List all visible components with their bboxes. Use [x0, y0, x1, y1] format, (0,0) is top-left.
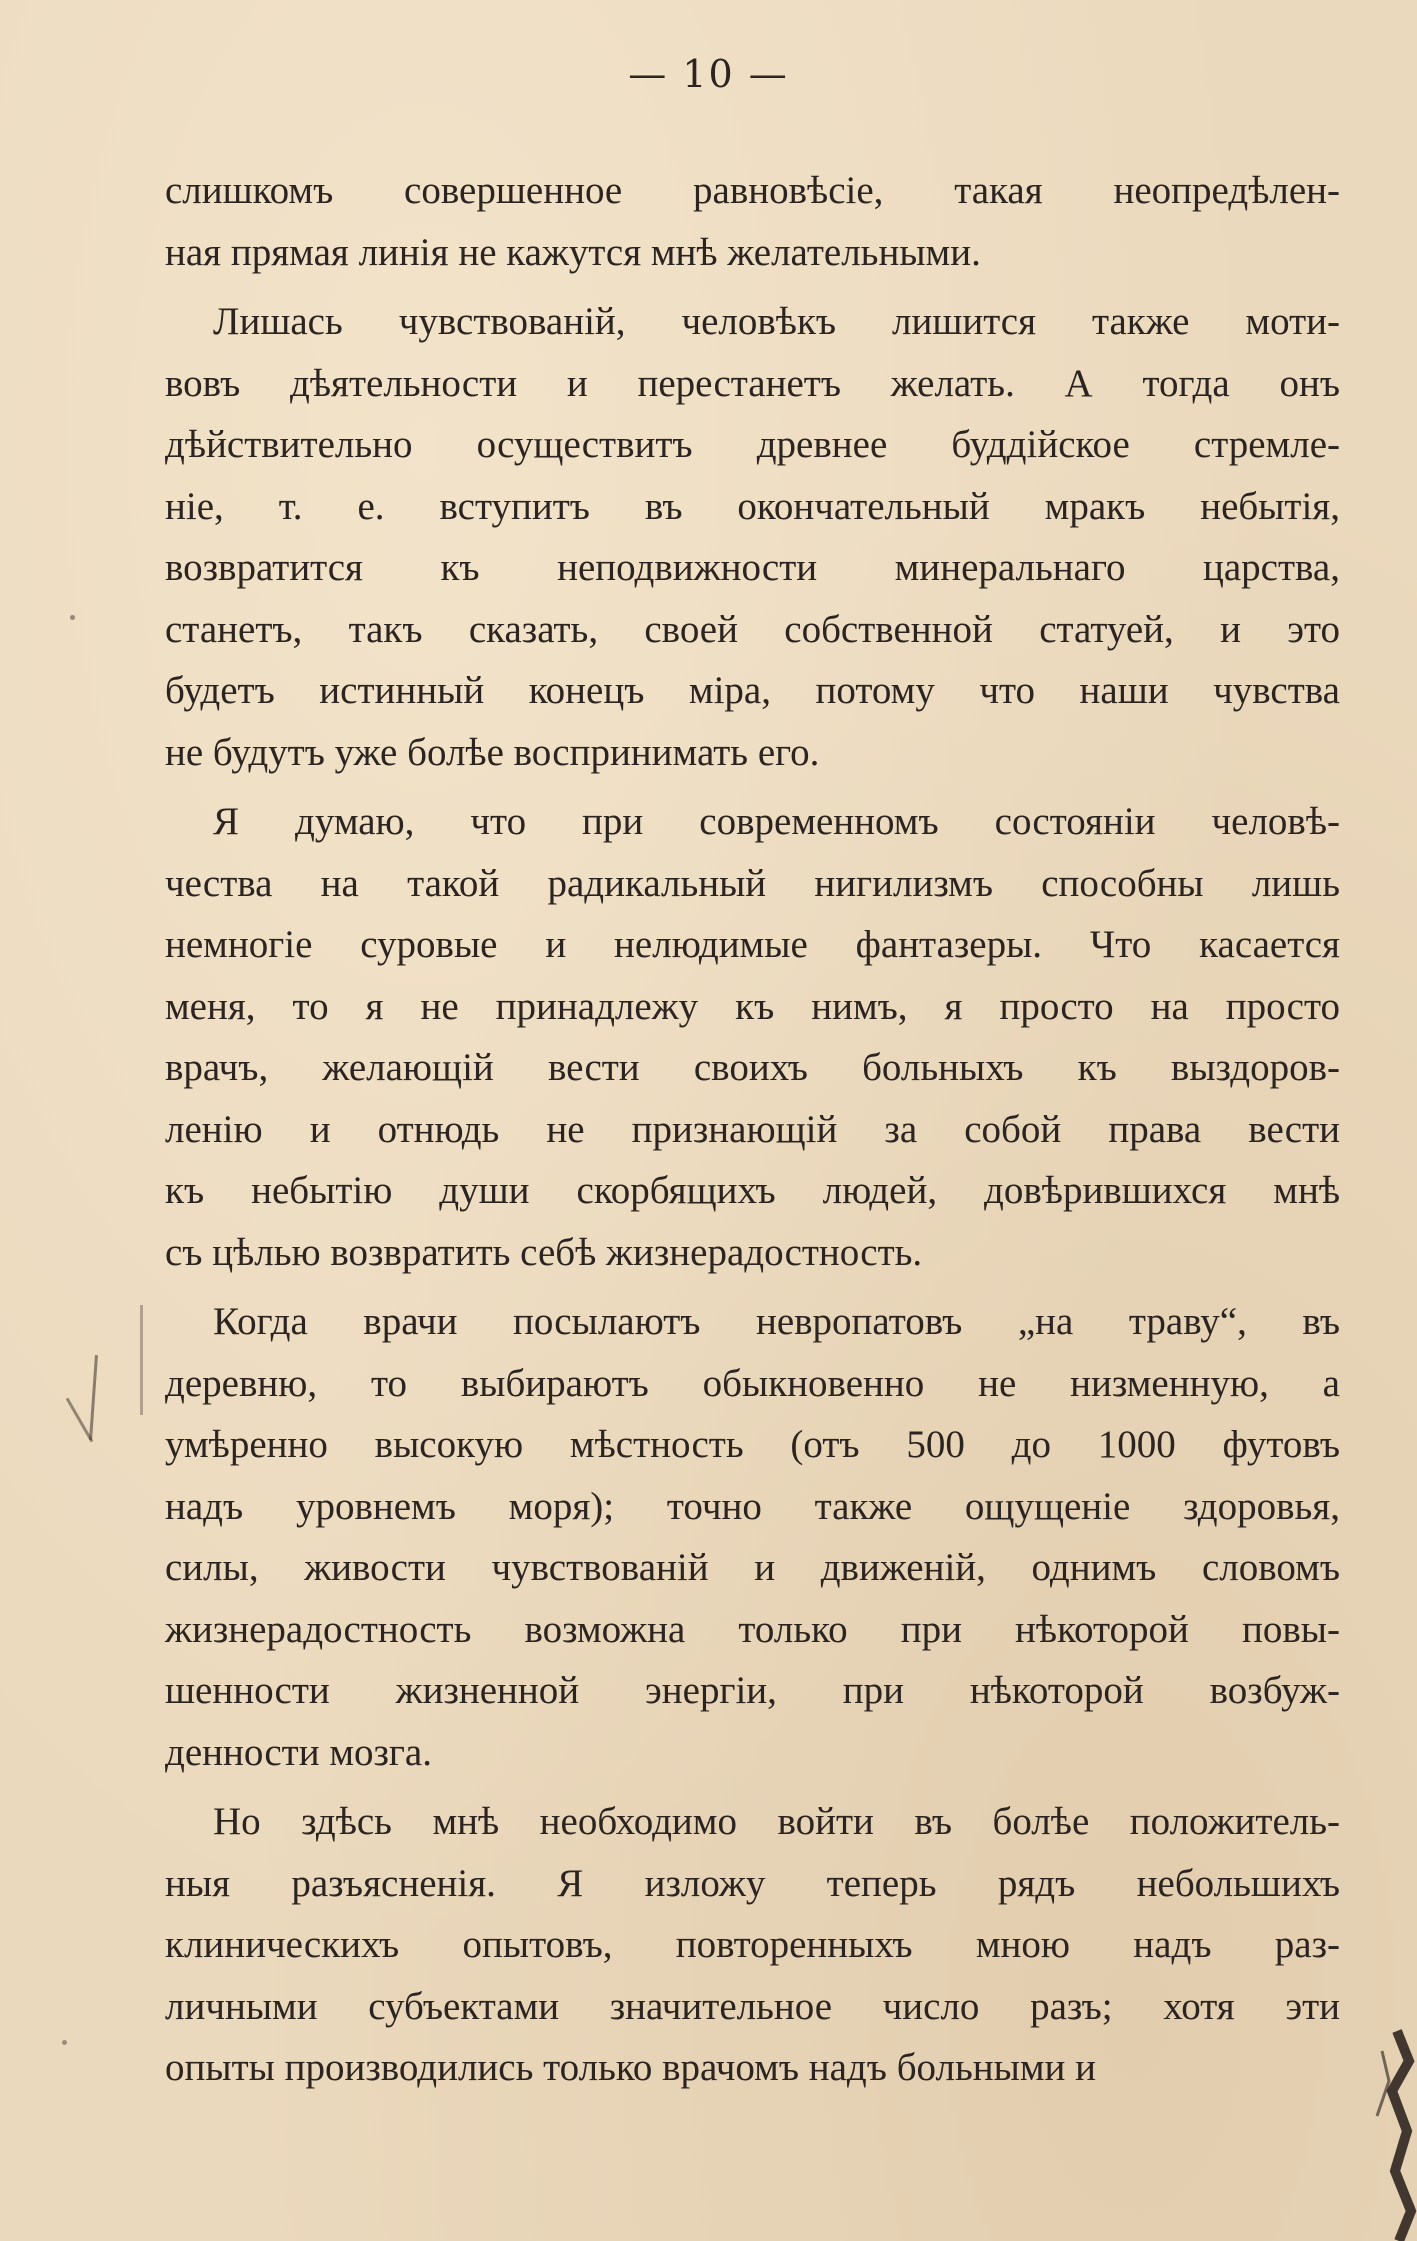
text-line: немногіе суровые и нелюдимые фантазеры. Что касается: [165, 923, 1340, 966]
body-text: [165, 160, 1340, 2099]
text-line: возвратится къ неподвижности минеральнаго царства,: [165, 546, 1340, 589]
paragraph-gap: [165, 1783, 1340, 1791]
text-line: силы, живости чувствованій и движеній, однимъ словомъ: [165, 1546, 1340, 1589]
text-line: ніе, т. е. вступитъ въ окончательный мракъ небытія,: [165, 484, 1340, 528]
paragraph: [165, 291, 1340, 783]
text-line: Когда врачи посылаютъ невропатовъ „на траву“, въ: [213, 1300, 1340, 1343]
text-line: надъ уровнемъ моря); точно также ощущеніе здоровья,: [165, 1484, 1340, 1528]
paragraph-gap: [165, 1283, 1340, 1291]
text-line: чества на такой радикальный нигилизмъ способны лишь: [165, 861, 1340, 905]
text-line: опыты производились только врачомъ надъ больными и: [165, 2046, 1097, 2089]
text-line: шенности жизненной энергіи, при нѣкоторой возбуж-: [165, 1669, 1340, 1712]
paragraph: [165, 160, 1340, 283]
text-line: Но здѣсь мнѣ необходимо войти въ болѣе положитель-: [213, 1800, 1340, 1843]
paragraph-gap: [165, 783, 1340, 791]
text-line: клиническихъ опытовъ, повторенныхъ мною надъ раз-: [165, 1923, 1340, 1966]
page-number: — 10 —: [628, 52, 789, 96]
text-line: Я думаю, что при современномъ состояніи человѣ-: [213, 800, 1340, 843]
paragraph: [165, 1291, 1340, 1783]
text-line: деревню, то выбираютъ обыкновенно не низменную, а: [165, 1361, 1340, 1405]
text-line: умѣренно высокую мѣстность (отъ 500 до 1000 футовъ: [165, 1423, 1340, 1466]
paragraph: [165, 1791, 1340, 2099]
text-line: съ цѣлью возвратить себѣ жизнерадостность.: [165, 1230, 923, 1274]
text-line: ныя разъясненія. Я изложу теперь рядъ небольшихъ: [165, 1861, 1340, 1905]
text-line: ная прямая линія не кажутся мнѣ желательными.: [165, 230, 981, 274]
text-line: слишкомъ совершенное равновѣсіе, такая неопредѣлен-: [165, 169, 1340, 212]
text-line: врачъ, желающій вести своихъ больныхъ къ выздоров-: [165, 1046, 1340, 1089]
text-line: не будутъ уже болѣе воспринимать его.: [165, 730, 820, 774]
text-line: денности мозга.: [165, 1730, 432, 1774]
text-line: вовъ дѣятельности и перестанетъ желать. А тогда онъ: [165, 361, 1340, 405]
edge-ink-mark: [1337, 2021, 1417, 2241]
text-line: меня, то я не принадлежу къ нимъ, я просто на просто: [165, 984, 1340, 1028]
text-line: Лишась чувствованій, человѣкъ лишится также моти-: [213, 300, 1340, 343]
text-line: станетъ, такъ сказать, своей собственной статуей, и это: [165, 607, 1340, 651]
text-line: къ небытію души скорбящихъ людей, довѣрившихся мнѣ: [165, 1169, 1340, 1212]
text-line: дѣйствительно осуществитъ древнее буддійское стремле-: [165, 423, 1340, 466]
text-line: жизнерадостность возможна только при нѣкоторой повы-: [165, 1607, 1340, 1651]
text-line: личными субъектами значительное число разъ; хотя эти: [165, 1984, 1340, 2028]
paragraph-gap: [165, 283, 1340, 291]
paragraph: [165, 791, 1340, 1283]
text-line: ленію и отнюдь не признающій за собой права вести: [165, 1107, 1340, 1151]
text-line: будетъ истинный конецъ міра, потому что наши чувства: [165, 669, 1340, 712]
